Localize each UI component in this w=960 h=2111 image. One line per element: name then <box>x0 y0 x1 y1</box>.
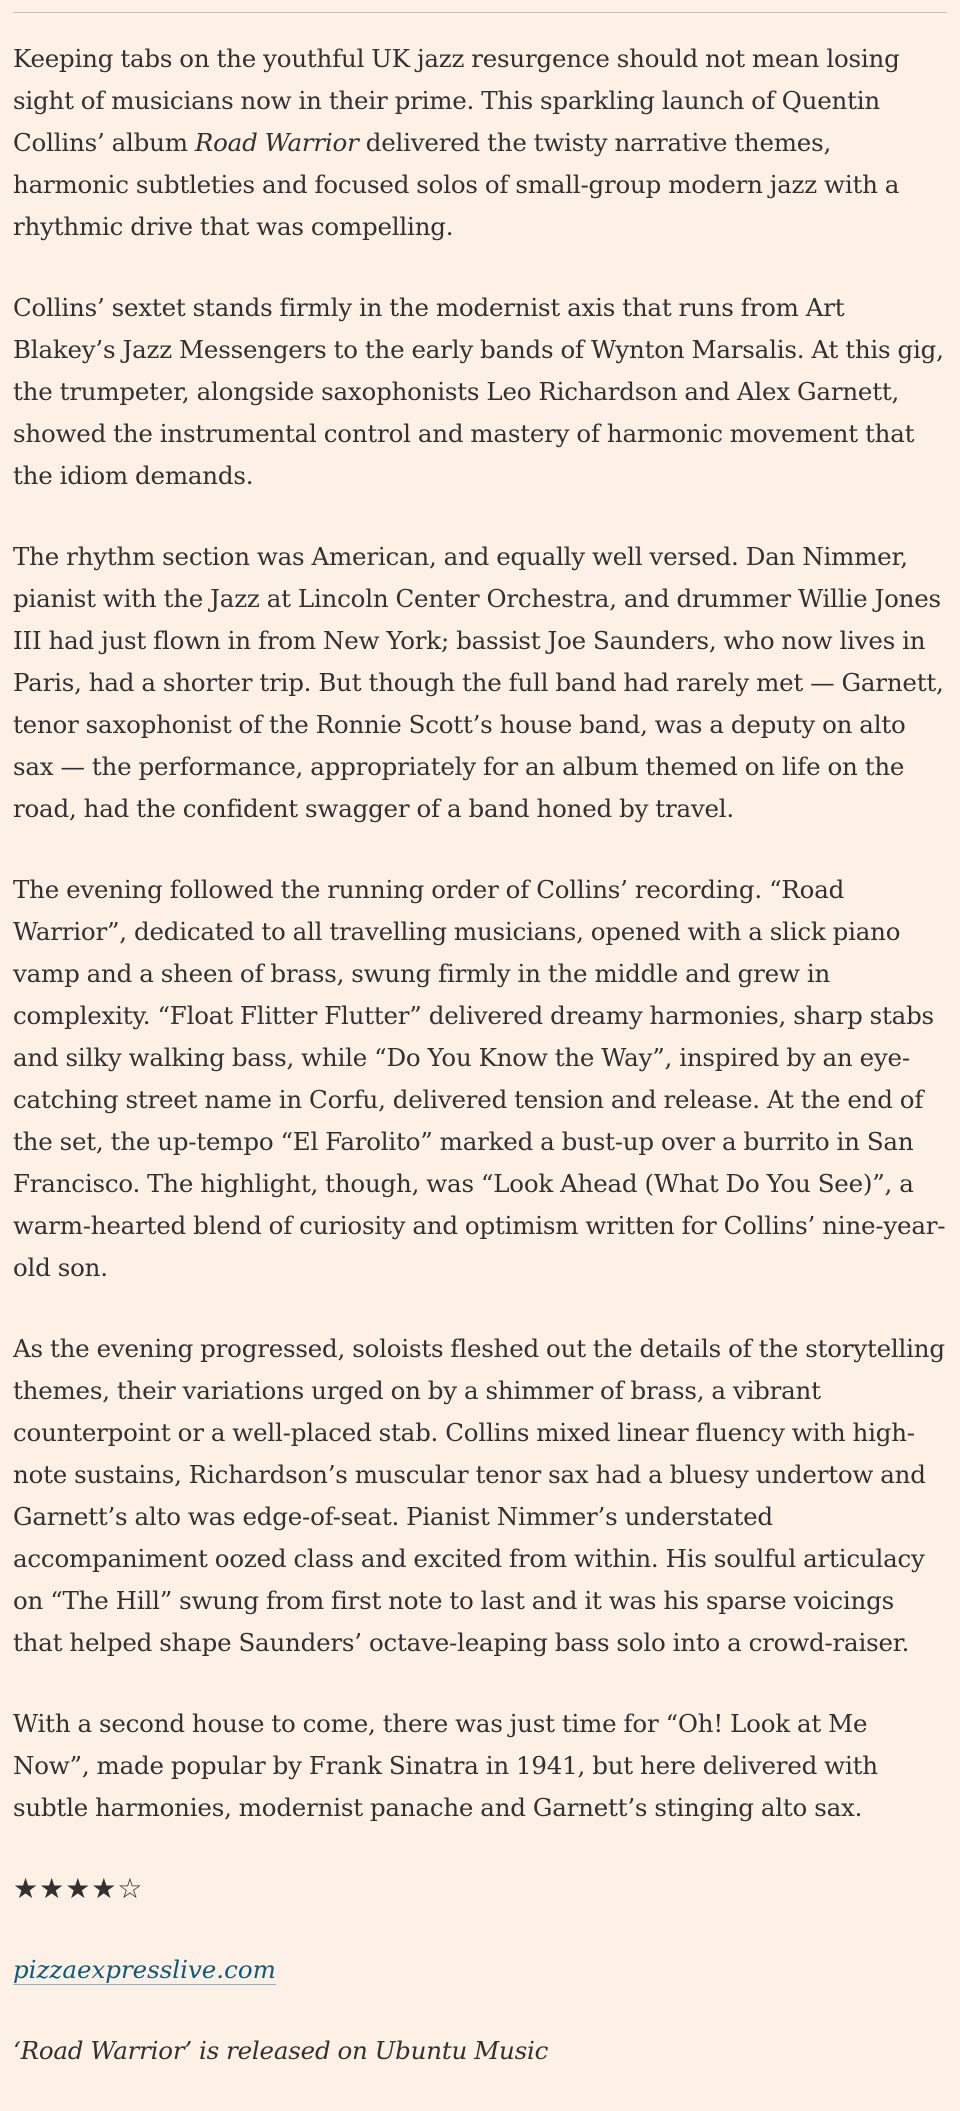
top-divider <box>13 12 947 13</box>
paragraph-5: As the evening progressed, soloists fleshed out the details of the storytelling themes, their variations urged on by a shimmer of brass, a vibrant counterpoint or a well-placed stab. Collins mixed linear fluency with high-note sustains, Richardson’s muscular tenor sax had a bluesy undertow and Garnett’s alto was edge-of-seat. Pianist Nimmer’s understated accompaniment oozed class and excited from within. His soulful articulacy on “The Hill” swung from first note to last and it was his sparse voicings that helped shape Saunders’ octave-leaping bass solo into a crowd-raiser. <box>13 1334 945 1657</box>
venue-link-line <box>13 1949 947 1991</box>
paragraph-1-intro: Keeping tabs on the youthful UK jazz resurgence should not mean losing sight of musicians now in their prime. This sparkling launch of Quentin Collins’ album <box>13 44 900 157</box>
paragraph-4: The evening followed the running order of Collins’ recording. “Road Warrior”, dedicated to all travelling musicians, opened with a slick piano vamp and a sheen of brass, swung firmly in the middle and grew in complexity. “Float Flitter Flutter” delivered dreamy harmonies, sharp stabs and silky walking bass, while “Do You Know the Way”, inspired by an eye-catching street name in Corfu, delivered tension and release. At the end of the set, the up-tempo “El Farolito” marked a bust-up over a burrito in San Francisco. The highlight, though, was “Look Ahead (What Do You See)”, a warm-hearted blend of curiosity and optimism written for Collins’ nine-year-old son. <box>13 875 946 1282</box>
venue-link[interactable]: pizzaexpresslive.com <box>13 1955 276 1984</box>
paragraph-2: Collins’ sextet stands firmly in the modernist axis that runs from Art Blakey’s Jazz Messengers to the early bands of Wynton Marsalis. At this gig, the trumpeter, alongside saxophonists Leo Richardson and Alex Garnett, showed the instrumental control and mastery of harmonic movement that the idiom demands. <box>13 293 944 490</box>
paragraph-6: With a second house to come, there was just time for “Oh! Look at Me Now”, made popular by Frank Sinatra in 1941, but here delivered with subtle harmonies, modernist panache and Garnett’s stinging alto sax. <box>13 1709 878 1822</box>
paragraph-3: The rhythm section was American, and equally well versed. Dan Nimmer, pianist with the Jazz at Lincoln Center Orchestra, and drummer Willie Jones III had just flown in from New York; bassist Joe Saunders, who now lives in Paris, had a shorter trip. But though the full band had rarely met — Garnett, tenor saxophonist of the Ronnie Scott’s house band, was a deputy on alto sax — the performance, appropriately for an album themed on life on the road, had the confident swagger of a band honed by travel. <box>13 542 944 823</box>
paragraph-1-rest: delivered the twisty narrative themes, harmonic subtleties and focused solos of small-group modern jazz with a rhythmic drive that was compelling. <box>13 128 900 241</box>
star-rating: ★★★★☆ <box>13 1872 144 1905</box>
album-title: Road Warrior <box>194 128 359 157</box>
release-note: ‘Road Warrior’ is released on Ubuntu Music <box>13 2036 549 2065</box>
review-article <box>13 38 947 2111</box>
paragraph-1 <box>13 38 947 248</box>
